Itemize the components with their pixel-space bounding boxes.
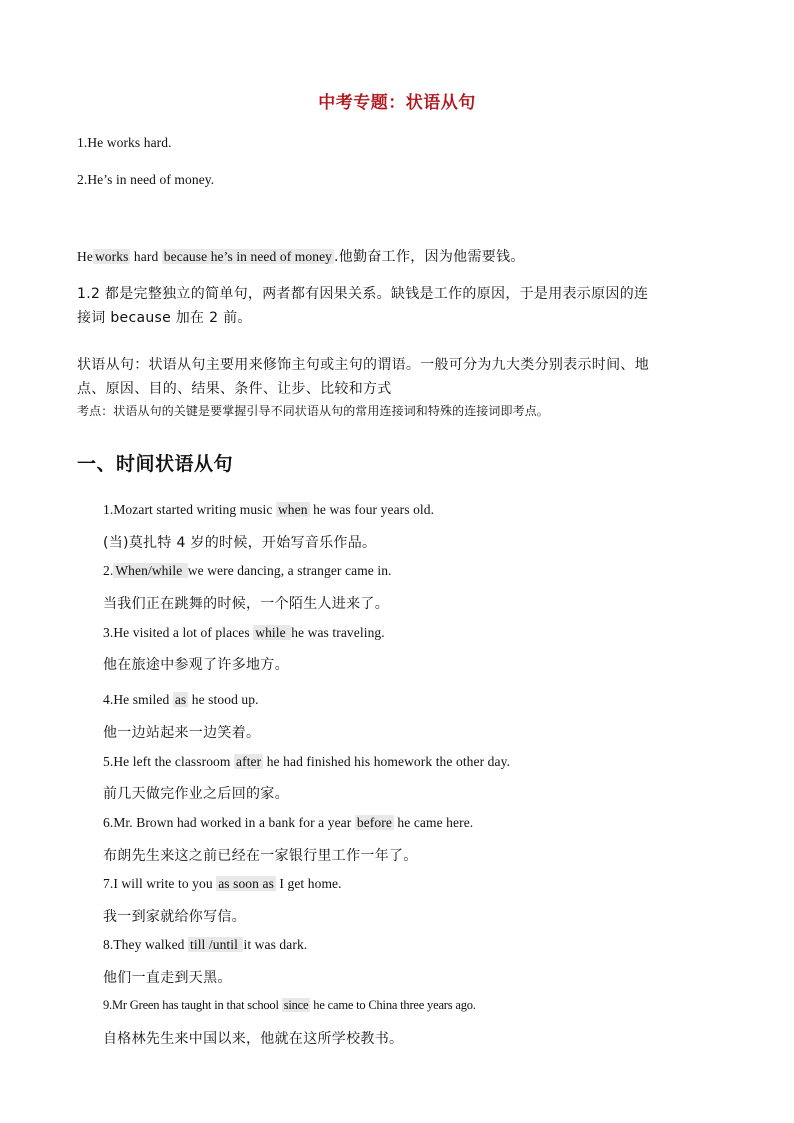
example-9-post: he came to China three years ago. xyxy=(310,998,476,1012)
example-7-pre: 7.I will write to you xyxy=(103,876,217,891)
example-3-post: he was traveling. xyxy=(291,625,385,640)
example-6-cn: 布朗先生来这之前已经在一家银行里工作一年了。 xyxy=(103,848,418,864)
explanation-line-2: 接词 because 加在 2 前。 xyxy=(77,310,252,326)
example-4-post: he stood up. xyxy=(188,692,259,707)
example-8-pre: 8.They walked xyxy=(103,937,188,952)
combined-part-3: .他勤奋工作，因为他需要钱。 xyxy=(334,249,525,265)
example-5-cn: 前几天做完作业之后回的家。 xyxy=(103,786,289,802)
example-8-cn: 他们一直走到天黑。 xyxy=(103,970,232,986)
example-2-cn: 当我们正在跳舞的时候，一个陌生人进来了。 xyxy=(103,596,389,612)
example-3-en xyxy=(103,625,385,641)
example-5-post: he had finished his homework the other day. xyxy=(263,754,511,769)
sentence-2: 2.He’s in need of money. xyxy=(77,172,215,187)
example-2-conjunction: When/while xyxy=(115,563,186,578)
section-heading-time-clauses: 一、时间状语从句 xyxy=(77,453,234,475)
combined-part-1: He xyxy=(77,249,93,264)
example-9-cn: 自格林先生来中国以来，他就在这所学校教书。 xyxy=(103,1031,404,1047)
example-6-en xyxy=(103,815,473,831)
definition-line-2: 点、原因、目的、结果、条件、让步、比较和方式 xyxy=(77,381,392,397)
highlight-works: works xyxy=(94,249,129,264)
example-1-pre: 1.Mozart started writing music xyxy=(103,502,276,517)
example-8-en xyxy=(103,937,307,953)
example-4-conjunction: as xyxy=(174,692,187,707)
page-title: 中考专题：状语从句 xyxy=(318,93,476,113)
example-3-cn: 他在旅途中参观了许多地方。 xyxy=(103,657,289,673)
example-3-pre: 3.He visited a lot of places xyxy=(103,625,254,640)
combined-part-2: hard xyxy=(130,249,162,264)
example-9-en xyxy=(103,998,476,1013)
example-2-post: we were dancing, a stranger came in. xyxy=(187,563,392,578)
example-1-conjunction: when xyxy=(277,502,308,517)
key-point: 考点：状语从句的关键是要掌握引导不同状语从句的常用连接词和特殊的连接词即考点。 xyxy=(77,404,549,418)
example-4-en xyxy=(103,692,259,708)
example-9-pre: 9.Mr Green has taught in that school xyxy=(103,998,282,1012)
example-7-en xyxy=(103,876,342,892)
example-5-conjunction: after xyxy=(236,754,262,769)
example-7-cn: 我一到家就给你写信。 xyxy=(103,909,246,925)
sentence-1: 1.He works hard. xyxy=(77,135,172,150)
example-2-en xyxy=(103,563,392,579)
example-6-pre: 6.Mr. Brown had worked in a bank for a year xyxy=(103,815,355,830)
example-6-conjunction: before xyxy=(356,815,392,830)
example-8-post: it was dark. xyxy=(243,937,308,952)
definition-line-1: 状语从句：状语从句主要用来修饰主句或主句的谓语。一般可分为九大类分别表示时间、地 xyxy=(77,357,649,373)
example-5-en xyxy=(103,754,510,770)
example-1-cn: (当)莫扎特 4 岁的时候，开始写音乐作品。 xyxy=(103,535,377,551)
example-1-en xyxy=(103,502,434,518)
combined-sentence xyxy=(77,246,525,266)
example-8-conjunction: till /until xyxy=(190,937,242,952)
example-6-post: he came here. xyxy=(393,815,474,830)
example-9-conjunction: since xyxy=(283,998,309,1012)
example-3-conjunction: while xyxy=(255,625,290,640)
highlight-because-clause: because he’s in need of money xyxy=(163,249,333,264)
example-4-cn: 他一边站起来一边笑着。 xyxy=(103,725,261,741)
example-5-pre: 5.He left the classroom xyxy=(103,754,234,769)
explanation-line-1: 1.2 都是完整独立的简单句，两者都有因果关系。缺钱是工作的原因，于是用表示原因的连 xyxy=(77,286,649,302)
example-7-post: I get home. xyxy=(275,876,342,891)
example-1-post: he was four years old. xyxy=(309,502,435,517)
example-2-pre: 2. xyxy=(103,563,114,578)
example-7-conjunction: as soon as xyxy=(218,876,274,891)
example-4-pre: 4.He smiled xyxy=(103,692,173,707)
